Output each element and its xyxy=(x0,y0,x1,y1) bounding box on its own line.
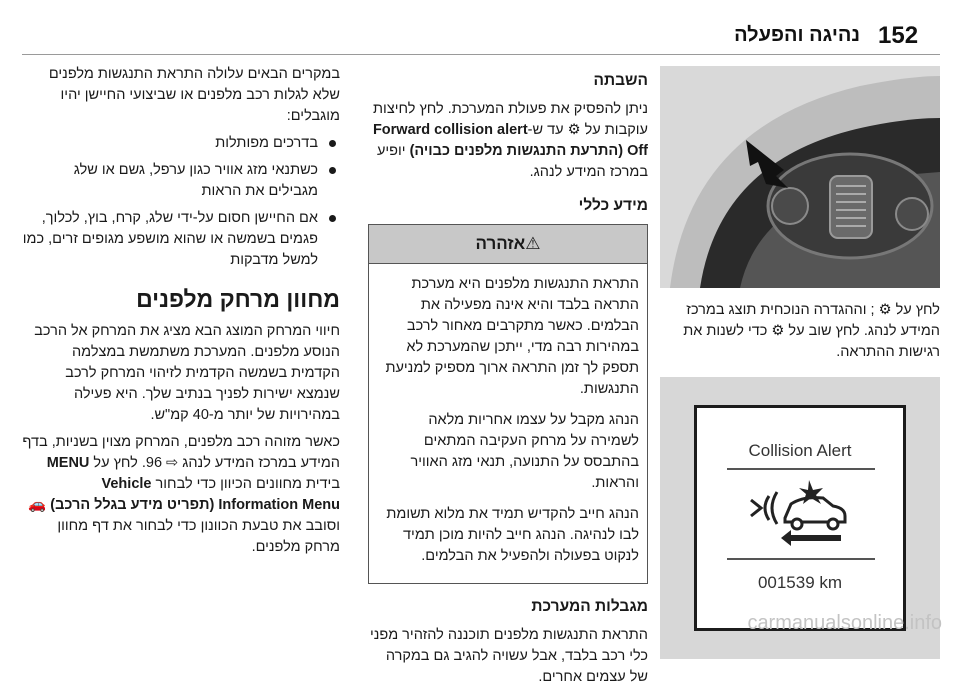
page-number: 152 xyxy=(878,22,919,49)
collision-alert-icon xyxy=(741,478,861,548)
disable-bold-forward: Forward xyxy=(372,122,431,138)
vehicle-info-menu-label: Vehicle Information Menu xyxy=(101,476,340,513)
distance-heading: מחוון מרחק מלפנים xyxy=(136,286,340,312)
middle-column xyxy=(368,66,648,694)
instructions-text: . לחץ על xyxy=(89,455,146,471)
warning-box xyxy=(368,224,648,584)
list-item: כשתנאי מזג אוויר כגון ערפל, גשם או שלג מגבילים את הראות xyxy=(22,160,340,202)
disable-text-b: יופיע במרכז המידע לנהג. xyxy=(376,143,648,180)
right-paragraph: לחץ על ⚙ ; וההגדרה הנוכחית תוצג במרכז המידע לנהג. לחץ שוב על ⚙ כדי לשנות את רגישות ההתראה. xyxy=(683,302,940,360)
instructions-text: כאשר מזוהה רכב מלפנים, המרחק מצוין בשניות, בדף המידע במרכז המידע לנהג xyxy=(22,434,340,471)
warning-paragraph: התראת התנגשות מלפנים היא מערכת התראה בלבד והיא אינה מפעילה את הבלמים. כאשר מתקרבים מאחור לרכב במהירות רבה מדי, ייתכן שהמערכת לא תספק לך זמן התראה ארוך מספיק למניעת התנגשות. xyxy=(385,276,639,397)
disable-bold-hebrew: מלפנים כבויה) xyxy=(409,143,503,159)
disable-bold-off: collision alert Off (התרעת התנגשות xyxy=(434,122,648,159)
distance-instructions xyxy=(22,432,340,558)
arrow-ref-icon: ⇨ xyxy=(166,455,179,471)
warning-triangle-icon: ⚠ xyxy=(525,234,541,253)
left-column xyxy=(22,64,340,564)
menu-label: MENU xyxy=(46,455,90,471)
instructions-text: וסובב את טבעת הכוונון כדי לבחור את דף מחוון מרחק מלפנים. xyxy=(57,518,340,555)
conditions-list xyxy=(22,133,340,271)
warning-paragraph: הנהג מקבל על עצמו אחריות מלאה לשמירה על מרחק העקיבה המתאים בהתבסס על התנועה, תנאי מזג האוויר והראות. xyxy=(410,412,639,491)
distance-paragraph: חיווי המרחק המוצג הבא מציג את המרחק אל הרכב הנוסע מלפנים. המערכת משתמשת במצלמה הקדמית בשמשה הקדמית לזיהוי המרחק לרכב שנמצא ישירות לפניך בנתיב שלך. היא פעילה במהירויות של יותר מ-40 קמ"ש. xyxy=(34,323,340,423)
display-divider xyxy=(727,558,875,560)
warning-paragraph: הנהג חייב להקדיש תמיד את מלוא תשומת לבו לנהיגה. הנהג חייב להיות מוכן תמיד לנקוט בפעולה ולהפעיל את הבלמים. xyxy=(386,506,639,564)
warning-title: אזהרה xyxy=(475,234,526,253)
disable-paragraph xyxy=(368,99,648,183)
instructions-text: בידית מחוונים הכיוון כדי לבחור xyxy=(151,476,340,492)
page-header xyxy=(0,0,960,58)
disable-heading: השבתה xyxy=(593,72,648,89)
running-title: נהיגה והפעלה xyxy=(734,24,860,46)
conditions-intro: במקרים הבאים עלולה התראת התנגשות מלפנים שלא לגלות רכב מלפנים או שביצועי החיישן יהיו מוגבלים: xyxy=(48,66,340,124)
steering-wheel-illustration xyxy=(660,66,940,288)
warning-body xyxy=(369,264,647,583)
display-divider xyxy=(727,468,875,470)
limits-heading: מגבלות המערכת xyxy=(531,598,648,615)
display-title: Collision Alert xyxy=(748,441,852,460)
steering-wheel-figure xyxy=(660,66,940,288)
vehicle-info-menu-hebrew: (תפריט מידע בגלל הרכב) xyxy=(50,497,215,513)
car-icon: 🚗 xyxy=(28,497,47,513)
warning-header xyxy=(369,225,647,264)
disable-text-a: ניתן להפסיק את פעולת המערכת. לחץ לחיצות עוקבות על ⚙ עד ש- xyxy=(373,101,648,138)
odometer-reading: 001539 km xyxy=(757,573,843,592)
page-ref: 96 xyxy=(145,455,163,471)
list-item: בדרכים מפותלות xyxy=(22,133,340,154)
cluster-display xyxy=(694,405,906,631)
general-heading: מידע כללי xyxy=(578,197,648,214)
header-rule xyxy=(22,54,940,55)
list-item: אם החיישן חסום על-ידי שלג, קרח, בוץ, לכלוך, פגמים בשמשה או שהוא מושפע מגופים זרים, כמו למשל מדבקות xyxy=(22,208,340,271)
watermark: carmanualsonline.info xyxy=(747,612,942,634)
limits-paragraph: התראת התנגשות מלפנים תוכננה להזהיר מפני כלי רכב בלבד, אבל עשויה להגיב גם במקרה של עצמים אחרים. xyxy=(369,627,648,685)
right-column xyxy=(660,66,940,659)
